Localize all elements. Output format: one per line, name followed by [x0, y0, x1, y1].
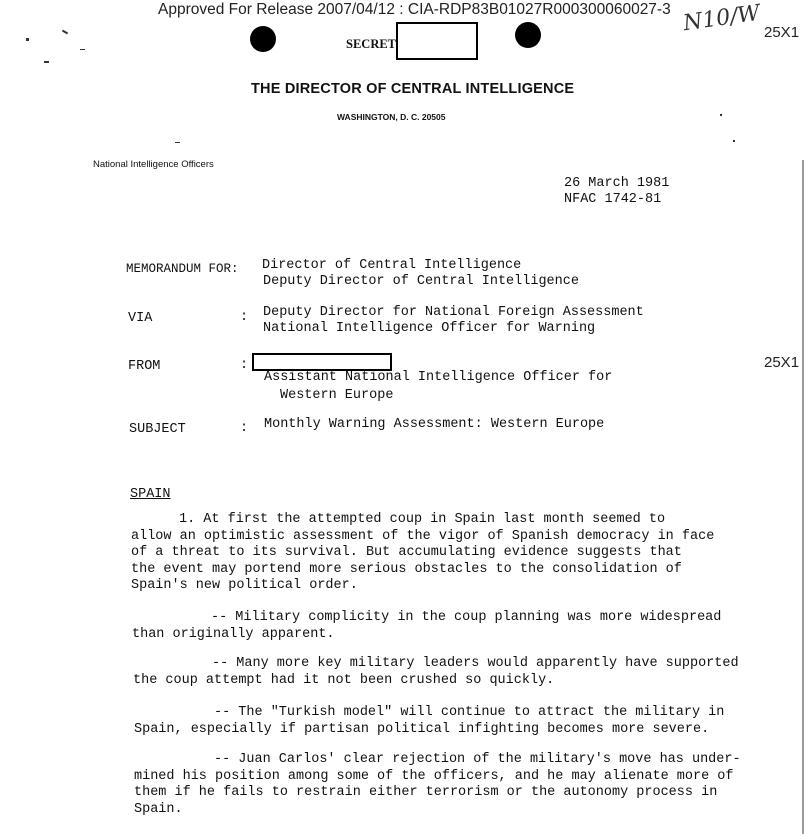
redaction-box-from [252, 353, 392, 371]
handwritten-note: N10/W [681, 0, 762, 37]
scan-speck [44, 61, 49, 63]
bullet-line: the coup attempt had it not been crushed so quickly. [133, 672, 555, 688]
bullet-line: than originally apparent. [132, 626, 335, 642]
bullet-line: mined his position among some of the officers, and he may alienate more of [134, 768, 734, 784]
memo-from-line-1: Assistant National Intelligence Officer for [264, 370, 613, 385]
office-name: National Intelligence Officers [93, 159, 214, 170]
redaction-box-classification [396, 22, 478, 60]
punch-hole-right [515, 22, 541, 48]
memo-from-label: FROM [128, 359, 161, 374]
paragraph-1-line: Spain's new political order. [131, 578, 358, 593]
memo-date: 26 March 1981 [564, 176, 670, 191]
release-banner: Approved For Release 2007/04/12 : CIA-RDP83B01027R000300060027-3 [158, 1, 671, 18]
punch-hole-left [250, 26, 276, 52]
paragraph-1-line: allow an optimistic assessment of the vigor of Spanish democracy in face [131, 528, 715, 544]
memo-subject: Monthly Warning Assessment: Western Europe [264, 417, 605, 432]
paragraph-1-line: of a threat to its survival. But accumulating evidence suggests that [131, 545, 682, 560]
memo-from-line-2: Western Europe [280, 388, 394, 403]
scan-speck [733, 140, 735, 142]
bullet-line: -- Military complicity in the coup planning was more widespread [211, 610, 722, 625]
classification-label: SECRET [346, 37, 397, 51]
scan-speck [80, 49, 85, 50]
bullet-line: -- Juan Carlos' clear rejection of the military's move has under- [214, 752, 741, 767]
bullet-4 [134, 752, 741, 818]
bullet-line: -- Many more key military leaders would apparently have supported [212, 656, 739, 671]
memo-for-recipient-2: Deputy Director of Central Intelligence [263, 274, 579, 289]
bullet-3 [134, 705, 724, 738]
memo-reference: NFAC 1742-81 [564, 192, 662, 207]
exemption-code-from: 25X1 [764, 354, 800, 371]
paragraph-1-line: the event may portend more serious obstacles to the consolidation of [131, 561, 682, 577]
memo-subject-colon: : [240, 421, 249, 436]
scan-speck [26, 38, 29, 41]
bullet-line: Spain, especially if partisan political infighting becomes more severe. [134, 721, 710, 737]
scan-speck [175, 142, 180, 143]
memo-from-colon: : [240, 358, 249, 373]
bullet-line: -- The "Turkish model" will continue to attract the military in [214, 705, 725, 720]
bullet-1 [132, 610, 721, 643]
bullet-line: them if he fails to restrain either terrorism or the autonomy process in [134, 785, 718, 800]
scan-speck [720, 114, 722, 116]
exemption-code-top: 25X1 [764, 24, 800, 41]
scan-speck [62, 30, 68, 35]
paragraph-1 [131, 512, 714, 595]
letterhead-location: WASHINGTON, D. C. 20505 [337, 112, 446, 122]
bullet-2 [133, 656, 739, 689]
memo-for-label: MEMORANDUM FOR: [126, 262, 239, 276]
memo-via-line-1: Deputy Director for National Foreign Assessment [263, 305, 644, 320]
scan-edge-line [802, 160, 804, 834]
memo-via-line-2: National Intelligence Officer for Warning [263, 321, 596, 336]
letterhead-title: THE DIRECTOR OF CENTRAL INTELLIGENCE [251, 81, 575, 97]
bullet-line: Spain. [134, 801, 183, 817]
memo-subject-label: SUBJECT [129, 422, 186, 437]
memo-for-recipient-1: Director of Central Intelligence [262, 258, 522, 273]
memo-via-label: VIA [128, 311, 153, 326]
section-heading-spain: SPAIN [130, 487, 171, 502]
paragraph-1-line: 1. At first the attempted coup in Spain last month seemed to [179, 512, 666, 527]
memo-via-colon: : [240, 310, 249, 325]
